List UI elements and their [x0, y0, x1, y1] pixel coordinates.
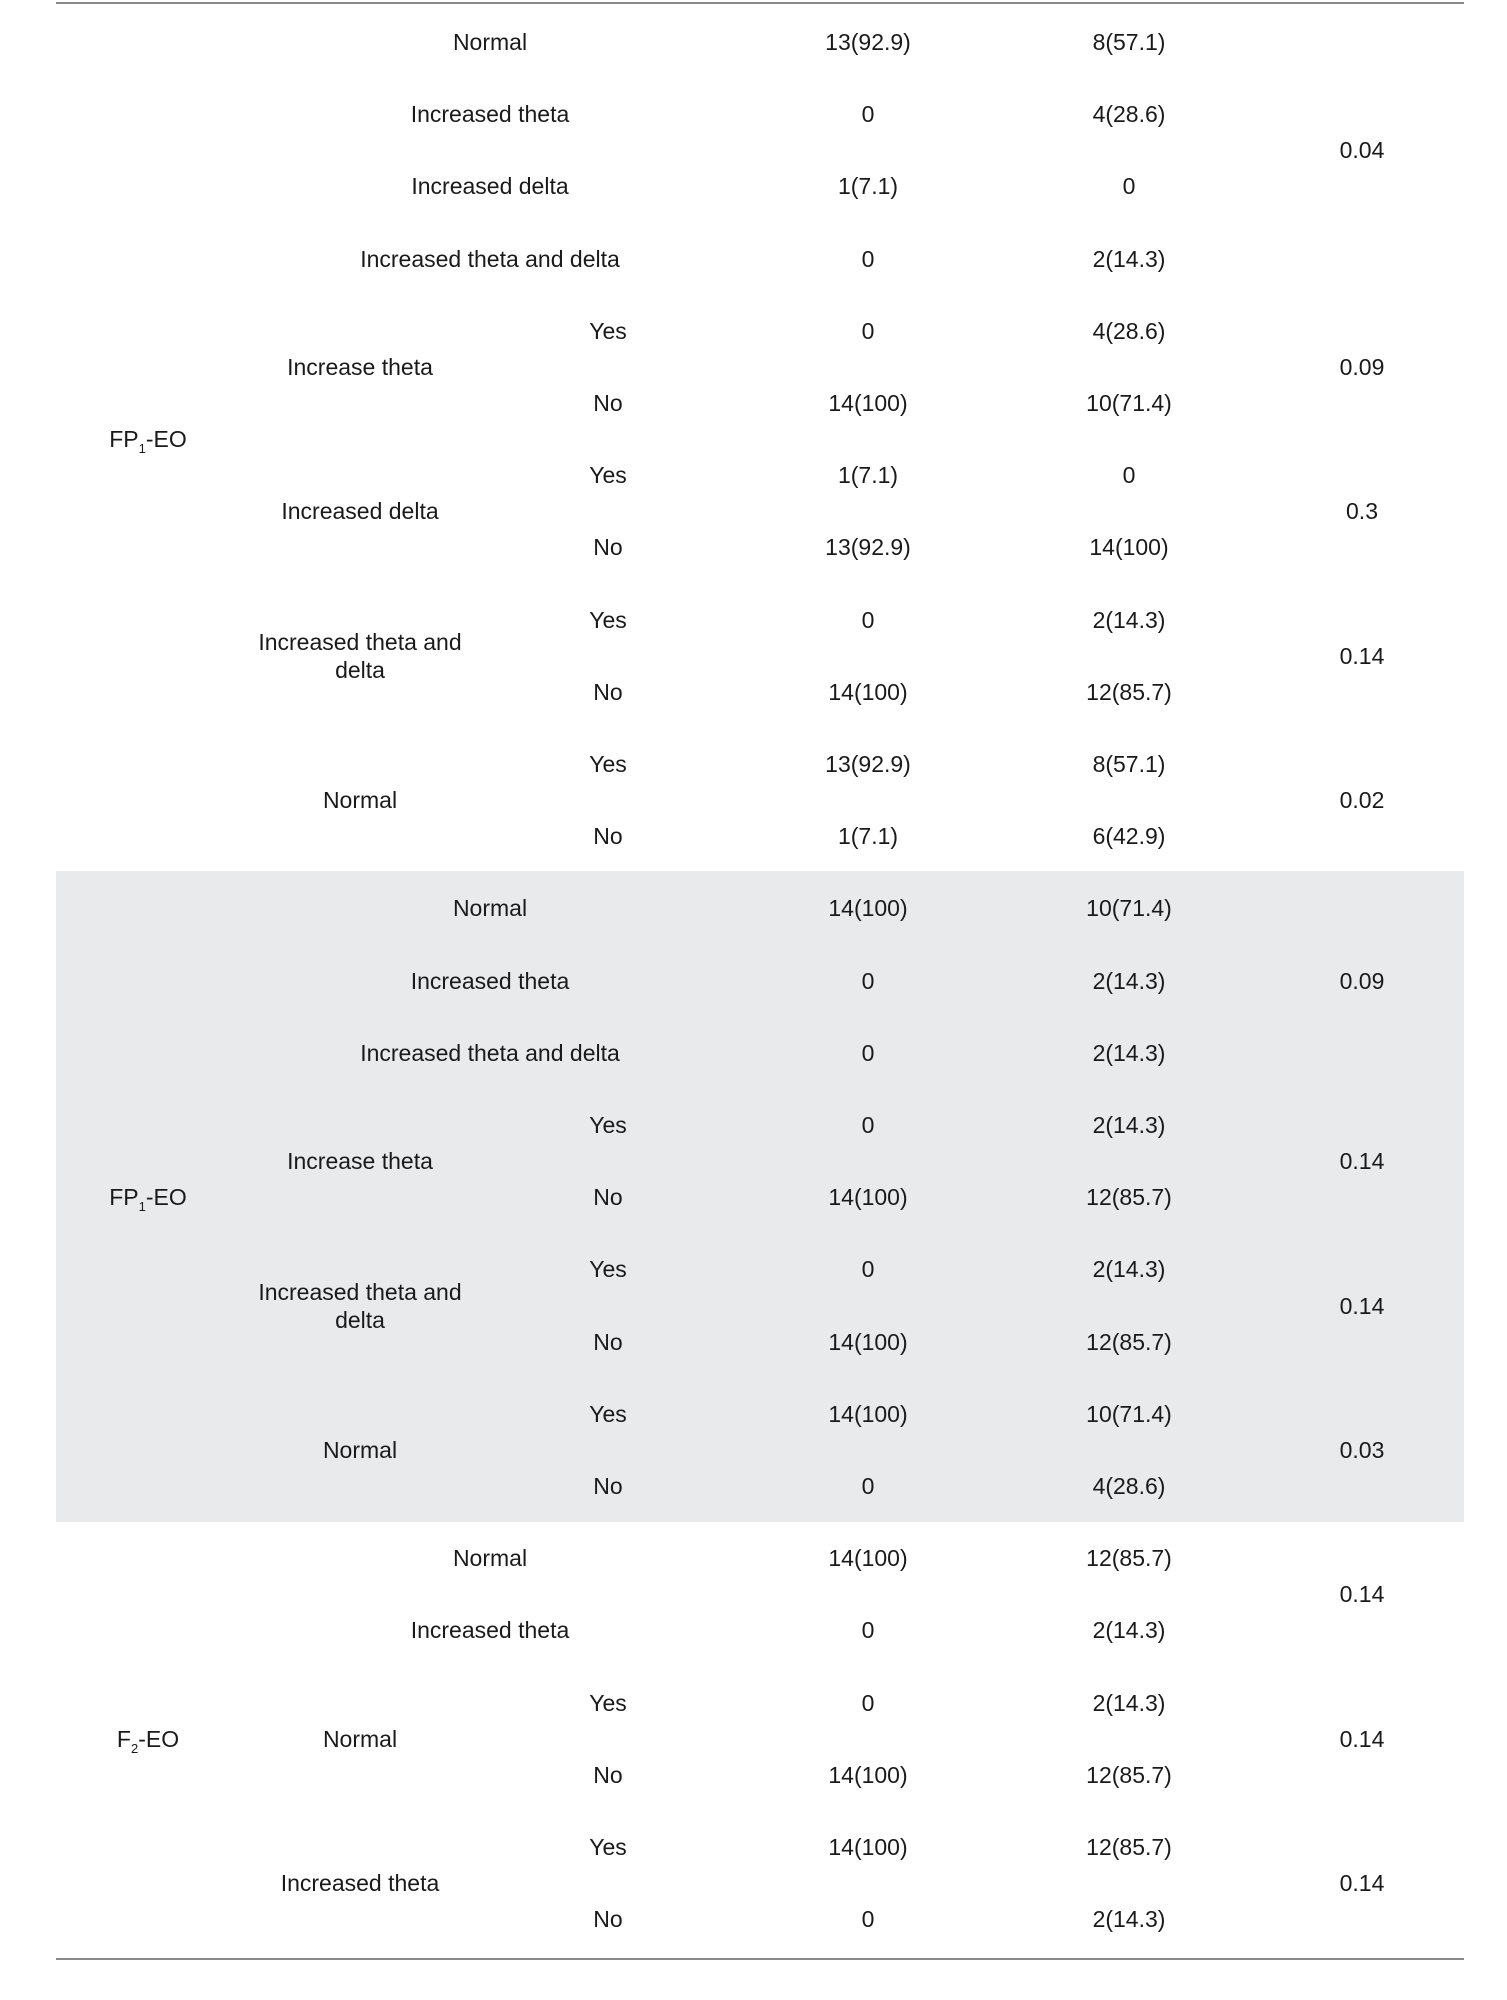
group2-value: 14(100)	[1089, 534, 1169, 561]
answer-label: Yes	[589, 317, 627, 344]
p-value: 0.03	[1339, 1436, 1385, 1463]
group1-value: 0	[861, 1256, 875, 1283]
answer-label: Yes	[589, 606, 627, 633]
group2-value: 12(85.7)	[1086, 1545, 1172, 1572]
group2-value: 2(14.3)	[1092, 1689, 1166, 1716]
category-label: Normal	[452, 1545, 528, 1572]
p-value: 0.14	[1339, 642, 1385, 669]
group2-value: 2(14.3)	[1092, 967, 1166, 994]
group2-value: 12(85.7)	[1086, 1184, 1172, 1211]
group1-value: 1(7.1)	[837, 823, 899, 850]
group1-value: 0	[861, 606, 875, 633]
section-label-suffix: -EO	[138, 1725, 180, 1752]
subgroup-label: Increase theta	[287, 353, 433, 380]
group2-value: 8(57.1)	[1092, 751, 1166, 777]
p-value: 0.14	[1339, 1870, 1385, 1897]
answer-label: Yes	[589, 751, 627, 777]
group1-value: 0	[861, 317, 875, 344]
bottom-rule	[56, 1958, 1464, 1960]
category-label: Normal	[452, 895, 528, 922]
group2-value: 6(42.9)	[1092, 823, 1166, 850]
group1-value: 13(92.9)	[825, 29, 911, 55]
answer-label: No	[593, 1328, 623, 1355]
p-value: 0.14	[1339, 1725, 1385, 1752]
group1-value: 0	[861, 101, 875, 128]
group2-value: 2(14.3)	[1092, 1112, 1166, 1138]
p-value: 0.02	[1339, 787, 1385, 814]
category-label: Increased theta and delta	[360, 1039, 620, 1066]
p-value: 0.14	[1339, 1581, 1385, 1608]
group1-value: 14(100)	[828, 1184, 908, 1211]
group1-value: 0	[861, 967, 875, 994]
group2-value: 2(14.3)	[1092, 1906, 1166, 1933]
data-table	[56, 0, 1464, 2000]
shaded-section-band	[56, 871, 1464, 1522]
group1-value: 14(100)	[828, 390, 908, 416]
group1-value: 0	[861, 1473, 875, 1499]
subgroup-label: Normal	[322, 1725, 398, 1752]
section-label-sub: 1	[138, 1199, 146, 1215]
group2-value: 2(14.3)	[1092, 245, 1166, 272]
answer-label: No	[593, 534, 623, 561]
group2-value: 2(14.3)	[1092, 1617, 1166, 1644]
category-label: Normal	[452, 29, 528, 55]
answer-label: No	[593, 1473, 623, 1499]
group1-value: 14(100)	[828, 1761, 908, 1788]
group1-value: 13(92.9)	[825, 534, 911, 561]
group1-value: 14(100)	[828, 1834, 908, 1860]
group1-value: 14(100)	[828, 1400, 908, 1427]
answer-label: No	[593, 1906, 623, 1933]
answer-label: No	[593, 390, 623, 416]
section-label	[109, 1183, 187, 1221]
subgroup-label: Increased theta and delta	[258, 1278, 462, 1333]
answer-label: No	[593, 823, 623, 850]
group1-value: 0	[861, 245, 875, 272]
answer-label: No	[593, 678, 623, 705]
subgroup-label: Normal	[322, 1436, 398, 1463]
group1-value: 1(7.1)	[837, 462, 899, 489]
group2-value: 12(85.7)	[1086, 678, 1172, 705]
group2-value: 0	[1122, 173, 1136, 200]
group2-value: 10(71.4)	[1086, 390, 1172, 416]
group1-value: 14(100)	[828, 895, 908, 922]
section-label	[117, 1725, 179, 1763]
section-label	[109, 425, 187, 463]
answer-label: Yes	[589, 1834, 627, 1860]
subgroup-label: Normal	[322, 787, 398, 814]
top-rule	[56, 2, 1464, 4]
p-value: 0.09	[1339, 967, 1385, 994]
group1-value: 14(100)	[828, 1328, 908, 1355]
group2-value: 0	[1122, 462, 1136, 489]
answer-label: Yes	[589, 1400, 627, 1427]
group1-value: 0	[861, 1039, 875, 1066]
group1-value: 14(100)	[828, 1545, 908, 1572]
answer-label: No	[593, 1184, 623, 1211]
p-value: 0.14	[1339, 1148, 1385, 1175]
section-label-main: F	[116, 1725, 131, 1752]
section-label-suffix: -EO	[145, 426, 187, 453]
group1-value: 0	[861, 1112, 875, 1138]
category-label: Increased theta	[410, 1617, 570, 1644]
p-value: 0.14	[1339, 1292, 1385, 1319]
answer-label: Yes	[589, 1256, 627, 1283]
group2-value: 12(85.7)	[1086, 1328, 1172, 1355]
group2-value: 12(85.7)	[1086, 1761, 1172, 1788]
subgroup-label: Increase theta	[287, 1148, 433, 1175]
group1-value: 1(7.1)	[837, 173, 899, 200]
answer-label: Yes	[589, 462, 627, 489]
group2-value: 4(28.6)	[1092, 1473, 1166, 1499]
group2-value: 10(71.4)	[1086, 895, 1172, 922]
group2-value: 2(14.3)	[1092, 606, 1166, 633]
group2-value: 10(71.4)	[1086, 1400, 1172, 1427]
group1-value: 14(100)	[828, 678, 908, 705]
category-label: Increased delta	[411, 173, 569, 200]
group2-value: 12(85.7)	[1086, 1834, 1172, 1860]
category-label: Increased theta	[410, 101, 570, 128]
group1-value: 0	[861, 1906, 875, 1933]
group1-value: 0	[861, 1617, 875, 1644]
group1-value: 0	[861, 1689, 875, 1716]
answer-label: Yes	[589, 1112, 627, 1138]
group2-value: 8(57.1)	[1092, 29, 1166, 55]
subgroup-label: Increased theta	[280, 1870, 440, 1897]
p-value: 0.3	[1346, 498, 1378, 525]
subgroup-label: Increased delta	[281, 498, 439, 525]
group2-value: 2(14.3)	[1092, 1039, 1166, 1066]
category-label: Increased theta and delta	[360, 245, 620, 272]
group2-value: 4(28.6)	[1092, 317, 1166, 344]
p-value: 0.04	[1339, 137, 1385, 164]
answer-label: No	[593, 1761, 623, 1788]
answer-label: Yes	[589, 1689, 627, 1716]
section-label-main: FP	[109, 426, 139, 453]
group2-value: 4(28.6)	[1092, 101, 1166, 128]
section-label-sub: 2	[130, 1740, 139, 1756]
section-label-suffix: -EO	[145, 1184, 187, 1211]
group1-value: 13(92.9)	[825, 751, 911, 777]
section-label-main: FP	[109, 1184, 139, 1211]
category-label: Increased theta	[410, 967, 570, 994]
section-label-sub: 1	[138, 441, 146, 457]
subgroup-label: Increased theta and delta	[258, 628, 462, 683]
p-value: 0.09	[1339, 353, 1385, 380]
group2-value: 2(14.3)	[1092, 1256, 1166, 1283]
